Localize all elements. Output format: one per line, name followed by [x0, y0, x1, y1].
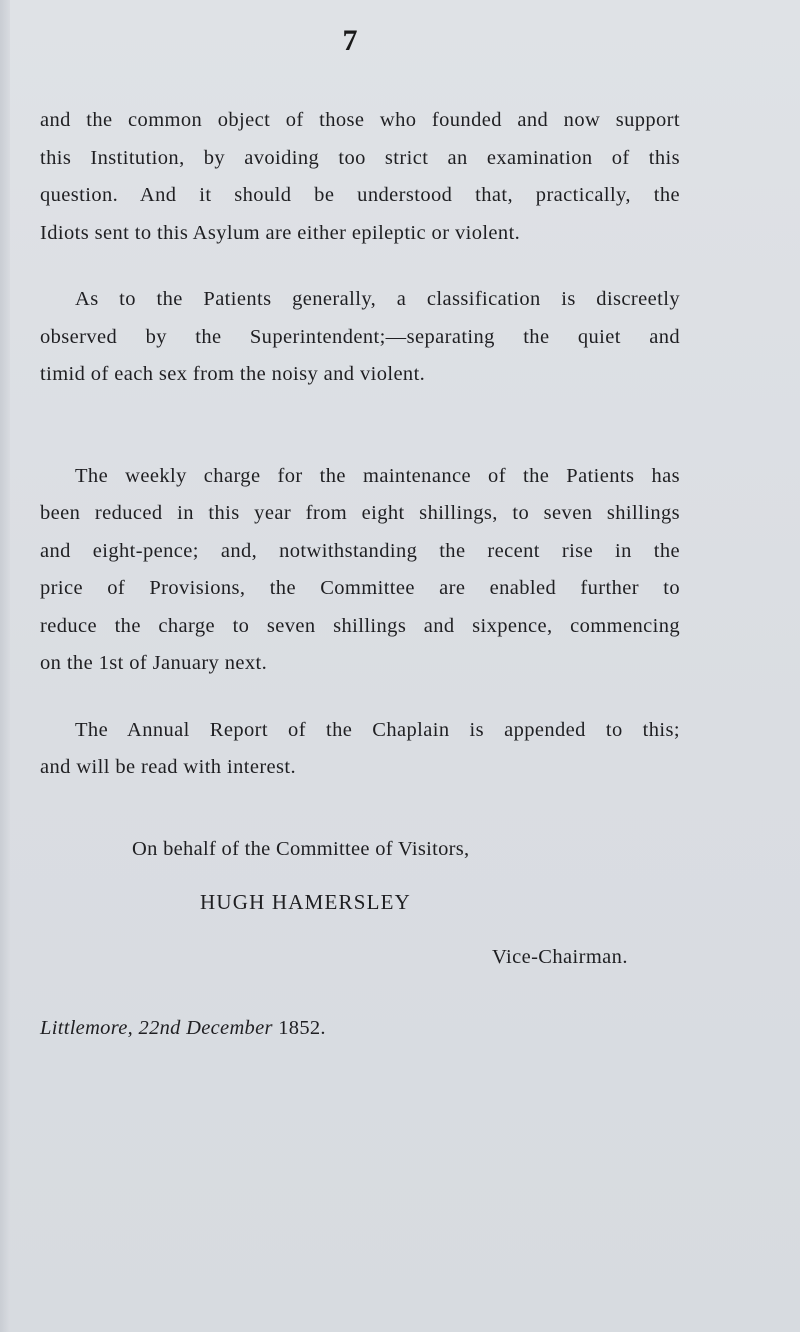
body-text: [40, 102, 680, 787]
text-line: question. And it should be understood that, practically, the: [40, 184, 680, 206]
text-line: and will be read with interest.: [40, 756, 297, 778]
text-line: and the common object of those who founded and now support: [40, 109, 680, 131]
signatory-role: Vice-Chairman.: [492, 946, 628, 968]
dateline-year: 1852.: [278, 1017, 326, 1039]
text-line: this Institution, by avoiding too strict an examination of this: [40, 146, 680, 169]
text-line: timid of each sex from the noisy and violent.: [40, 363, 426, 385]
text-line: Idiots sent to this Asylum are either epileptic or violent.: [40, 221, 521, 244]
text-line: The Annual Report of the Chaplain is appended to this;: [75, 718, 680, 741]
page-binding-edge: [0, 0, 10, 1332]
signature-behalf-line: On behalf of the Committee of Visitors,: [132, 838, 470, 860]
paragraph-4: [40, 712, 680, 787]
paragraph-3: [40, 458, 680, 683]
paragraph-2: [40, 281, 680, 394]
text-line: reduce the charge to seven shillings and sixpence, commencing: [40, 614, 680, 637]
page-number: 7: [342, 24, 358, 57]
dateline-place: Littlemore,: [40, 1017, 134, 1039]
text-line: on the 1st of January next.: [40, 652, 268, 674]
text-line: and eight-pence; and, notwithstanding the recent rise in the: [40, 539, 680, 562]
text-line: price of Provisions, the Committee are enabled further to: [40, 577, 680, 599]
dateline-date: 22nd December: [138, 1017, 273, 1039]
dateline: [40, 1017, 326, 1040]
text-line: The weekly charge for the maintenance of the Patients has: [75, 464, 680, 487]
signatory-name: HUGH HAMERSLEY: [200, 890, 412, 914]
text-line: As to the Patients generally, a classification is discreetly: [75, 288, 680, 310]
text-line: observed by the Superintendent;—separating the quiet and: [40, 325, 680, 348]
text-line: been reduced in this year from eight shillings, to seven shillings: [40, 502, 680, 524]
paragraph-1: [40, 102, 680, 252]
